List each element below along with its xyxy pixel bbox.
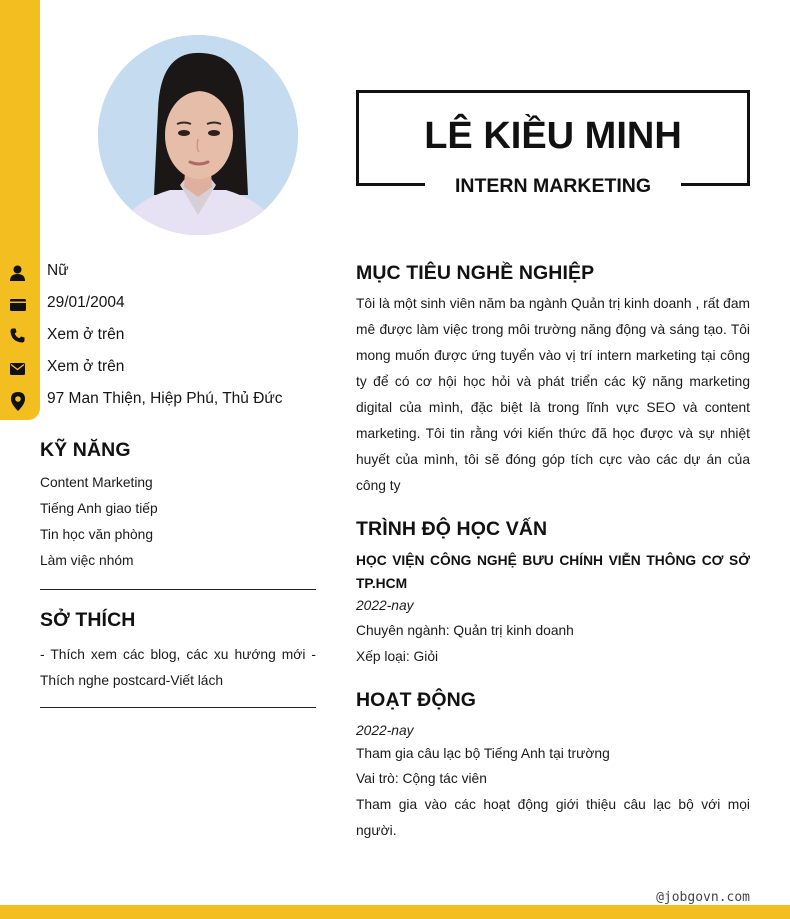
portrait-illustration xyxy=(98,35,298,235)
school-name: HỌC VIỆN CÔNG NGHỆ BƯU CHÍNH VIỄN THÔNG CƠ SỞ TP.HCM xyxy=(356,553,750,591)
location-pin-icon xyxy=(9,392,26,411)
skills-title: KỸ NĂNG xyxy=(40,439,131,461)
email-value: Xem ở trên xyxy=(47,358,125,375)
candidate-name: LÊ KIỀU MINH xyxy=(424,115,682,157)
activity-line: Tham gia câu lạc bộ Tiếng Anh tại trường xyxy=(356,746,610,761)
left-accent-strip xyxy=(0,0,40,420)
skill-item: Làm việc nhóm xyxy=(40,553,134,568)
skill-item: Tin học văn phòng xyxy=(40,527,154,542)
activity-description: Tham gia vào các hoạt động giới thiệu câu lạc bộ với mọi người. xyxy=(356,797,750,838)
education-grade: Xếp loại: Giỏi xyxy=(356,649,439,664)
candidate-role: INTERN MARKETING xyxy=(454,175,652,197)
birthday-value: 29/01/2004 xyxy=(47,294,125,311)
activity-period: 2022-nay xyxy=(356,723,414,738)
phone-icon xyxy=(9,327,26,344)
activities-title: HOẠT ĐỘNG xyxy=(356,689,477,711)
hobbies-title: SỞ THÍCH xyxy=(40,609,136,631)
education-period: 2022-nay xyxy=(356,598,414,613)
objective-text: Tôi là một sinh viên năm ba ngành Quản trị kinh doanh , rất đam mê được làm việc trong môi trường năng động và sáng tạo. Tôi mong muốn được ứng tuyển vào vị trí intern marketing tại công ty để có cơ hội học hỏi và phát triển các kỹ năng marketing digital của mình, đặc biệt là trong lĩnh vực SEO và content marketing. Tôi tin rằng với kiến thức đã học được và sự nhiệt huyết của mình, tôi sẽ đóng góp tích cực vào các dự án của công ty xyxy=(356,296,750,493)
skill-item: Tiếng Anh giao tiếp xyxy=(40,501,158,516)
divider xyxy=(40,589,316,590)
envelope-icon xyxy=(9,360,26,377)
objective-title: MỤC TIÊU NGHỀ NGHIỆP xyxy=(356,262,595,284)
education-title: TRÌNH ĐỘ HỌC VẤN xyxy=(356,518,548,540)
hobbies-text: - Thích xem các blog, các xu hướng mới - Thích nghe postcard-Viết lách xyxy=(40,647,316,688)
gender-value: Nữ xyxy=(47,262,69,279)
calendar-icon xyxy=(9,296,26,313)
skill-item: Content Marketing xyxy=(40,475,153,490)
profile-photo xyxy=(98,35,298,235)
bottom-accent-bar xyxy=(0,905,790,919)
divider xyxy=(40,707,316,708)
watermark: @jobgovn.com xyxy=(656,890,750,905)
phone-value: Xem ở trên xyxy=(47,326,125,343)
person-icon xyxy=(9,264,26,281)
activity-role: Vai trò: Cộng tác viên xyxy=(356,771,487,786)
education-major: Chuyên ngành: Quản trị kinh doanh xyxy=(356,623,574,638)
address-value: 97 Man Thiện, Hiệp Phú, Thủ Đức xyxy=(47,390,283,407)
